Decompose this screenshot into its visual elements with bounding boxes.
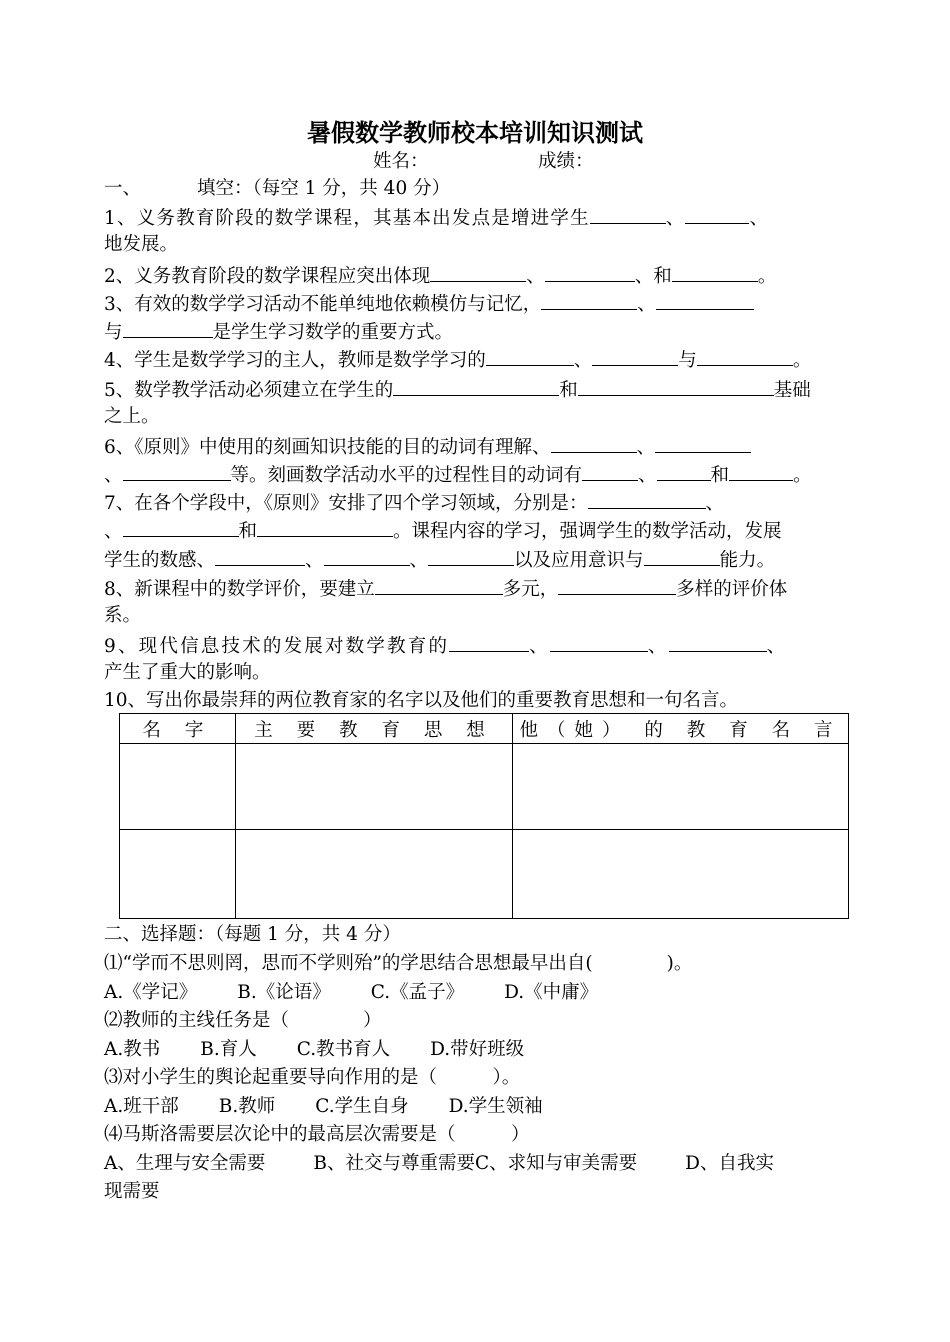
question-3-cont: 与 是学生学习数学的重要方式。 bbox=[104, 317, 874, 347]
question-3: 3、有效的数学学习活动不能单纯地依赖模仿与记忆， 、 bbox=[104, 289, 874, 319]
table-cell[interactable] bbox=[120, 744, 236, 830]
blank[interactable] bbox=[123, 460, 231, 481]
blank[interactable] bbox=[123, 317, 213, 338]
option[interactable]: C、求知与审美需要 bbox=[474, 1153, 638, 1174]
option[interactable]: D.带好班级 bbox=[430, 1039, 525, 1060]
blank[interactable] bbox=[729, 460, 793, 481]
blank[interactable] bbox=[324, 545, 410, 566]
blank[interactable] bbox=[550, 631, 648, 652]
option[interactable]: D.《中庸》 bbox=[504, 982, 599, 1003]
blank[interactable] bbox=[375, 574, 503, 595]
question-7-cont2: 学生的数感、 、 、 以及应用意识与 能力。 bbox=[104, 545, 874, 575]
choice-question-1: ⑴“学而不思则罔，思而不学则殆”的学思结合思想最早出自( )。 bbox=[104, 953, 693, 974]
option[interactable]: A、生理与安全需要 bbox=[104, 1153, 266, 1174]
option[interactable]: B.育人 bbox=[200, 1039, 257, 1060]
blank[interactable] bbox=[697, 345, 793, 366]
choice-question-4: ⑷马斯洛需要层次论中的最高层次需要是（ ） bbox=[104, 1124, 530, 1145]
blank[interactable] bbox=[393, 375, 559, 396]
blank[interactable] bbox=[257, 516, 393, 537]
option[interactable]: C.《孟子》 bbox=[370, 982, 465, 1003]
score-label: 成绩： bbox=[538, 151, 594, 172]
blank[interactable] bbox=[449, 631, 529, 652]
blank[interactable] bbox=[541, 289, 637, 310]
table-header-quote: 他（她） 的 教 育 名 言 bbox=[513, 714, 849, 744]
blank[interactable] bbox=[657, 460, 711, 481]
table-header-name: 名 字 bbox=[120, 714, 236, 744]
blank[interactable] bbox=[551, 432, 637, 453]
option[interactable]: D.学生领袖 bbox=[448, 1096, 543, 1117]
option[interactable]: B.教师 bbox=[218, 1096, 276, 1117]
table-cell[interactable] bbox=[513, 830, 849, 919]
question-4: 4、学生是数学学习的主人，教师是数学学习的 、 与 。 bbox=[104, 345, 874, 375]
educator-table bbox=[119, 713, 849, 919]
blank[interactable] bbox=[655, 432, 751, 453]
choice-options-3 bbox=[104, 1093, 874, 1121]
option[interactable]: B.《论语》 bbox=[237, 982, 331, 1003]
table-cell[interactable] bbox=[236, 830, 513, 919]
blank[interactable] bbox=[588, 488, 706, 509]
question-7: 7、在各个学段中，《原则》安排了四个学习领域，分别是： 、 bbox=[104, 488, 874, 518]
question-9-cont: 产生了重大的影响。 bbox=[104, 662, 271, 683]
blank[interactable] bbox=[428, 545, 514, 566]
question-1-cont: 地发展。 bbox=[104, 234, 179, 255]
table-cell[interactable] bbox=[120, 830, 236, 919]
table-header-thought: 主 要 教 育 思 想 bbox=[236, 714, 513, 744]
blank[interactable] bbox=[582, 460, 638, 481]
choice-options-1 bbox=[104, 979, 874, 1007]
question-7-cont: 、 和 。课程内容的学习，强调学生的数学活动，发展 bbox=[104, 516, 874, 546]
blank[interactable] bbox=[672, 261, 758, 282]
choice-options-4-cont: 现需要 bbox=[104, 1181, 160, 1202]
page-title: 暑假数学教师校本培训知识测试 bbox=[307, 118, 643, 147]
question-1: 1、义务教育阶段的数学课程，其基本出发点是增进学生 、 、 bbox=[104, 203, 874, 233]
choice-question-2: ⑵教师的主线任务是（ ） bbox=[104, 1010, 382, 1031]
blank[interactable] bbox=[590, 203, 666, 224]
option[interactable]: B、社交与尊重需要 bbox=[313, 1153, 475, 1174]
question-10: 10、写出你最崇拜的两位教育家的名字以及他们的重要教育思想和一句名言。 bbox=[104, 690, 739, 711]
blank[interactable] bbox=[215, 545, 305, 566]
choice-question-3: ⑶对小学生的舆论起重要导向作用的是（ ）。 bbox=[104, 1067, 521, 1088]
question-8-cont: 系。 bbox=[104, 605, 142, 626]
table-cell[interactable] bbox=[513, 744, 849, 830]
blank[interactable] bbox=[685, 203, 749, 224]
option[interactable]: A.《学记》 bbox=[104, 982, 198, 1003]
option[interactable]: A.教书 bbox=[104, 1039, 161, 1060]
blank[interactable] bbox=[592, 345, 678, 366]
question-8: 8、新课程中的数学评价，要建立 多元， 多样的评价体 bbox=[104, 574, 874, 604]
option[interactable]: A.班干部 bbox=[104, 1096, 179, 1117]
option[interactable]: C.教书育人 bbox=[296, 1039, 391, 1060]
question-6: 6、《原则》中使用的刻画知识技能的目的动词有理解、 、 bbox=[104, 432, 874, 462]
option[interactable]: C.学生自身 bbox=[315, 1096, 409, 1117]
table-cell[interactable] bbox=[236, 744, 513, 830]
section2-heading: 二、选择题：（每题 1 分，共 4 分） bbox=[104, 924, 401, 945]
blank[interactable] bbox=[545, 261, 635, 282]
blank[interactable] bbox=[656, 289, 754, 310]
blank[interactable] bbox=[430, 261, 526, 282]
option[interactable]: D、自我实 bbox=[685, 1153, 774, 1174]
blank[interactable] bbox=[486, 345, 574, 366]
blank[interactable] bbox=[669, 631, 767, 652]
blank[interactable] bbox=[558, 574, 676, 595]
name-label: 姓名： bbox=[373, 151, 429, 172]
choice-options-4 bbox=[104, 1150, 874, 1178]
question-2: 2、义务教育阶段的数学课程应突出体现 、 、和 。 bbox=[104, 261, 874, 291]
question-5-cont: 之上。 bbox=[104, 406, 160, 427]
section1-heading: 一、 填空：（每空 1 分，共 40 分） bbox=[104, 178, 451, 199]
question-5: 5、数学教学活动必须建立在学生的 和 基础 bbox=[104, 375, 874, 405]
question-6-cont: 、 等。刻画数学活动水平的过程性目的动词有 、 和 。 bbox=[104, 460, 874, 490]
blank[interactable] bbox=[578, 375, 774, 396]
blank[interactable] bbox=[123, 516, 239, 537]
choice-options-2 bbox=[104, 1036, 874, 1064]
question-9: 9、现代信息技术的发展对数学教育的 、 、 、 bbox=[104, 631, 874, 661]
blank[interactable] bbox=[644, 545, 720, 566]
